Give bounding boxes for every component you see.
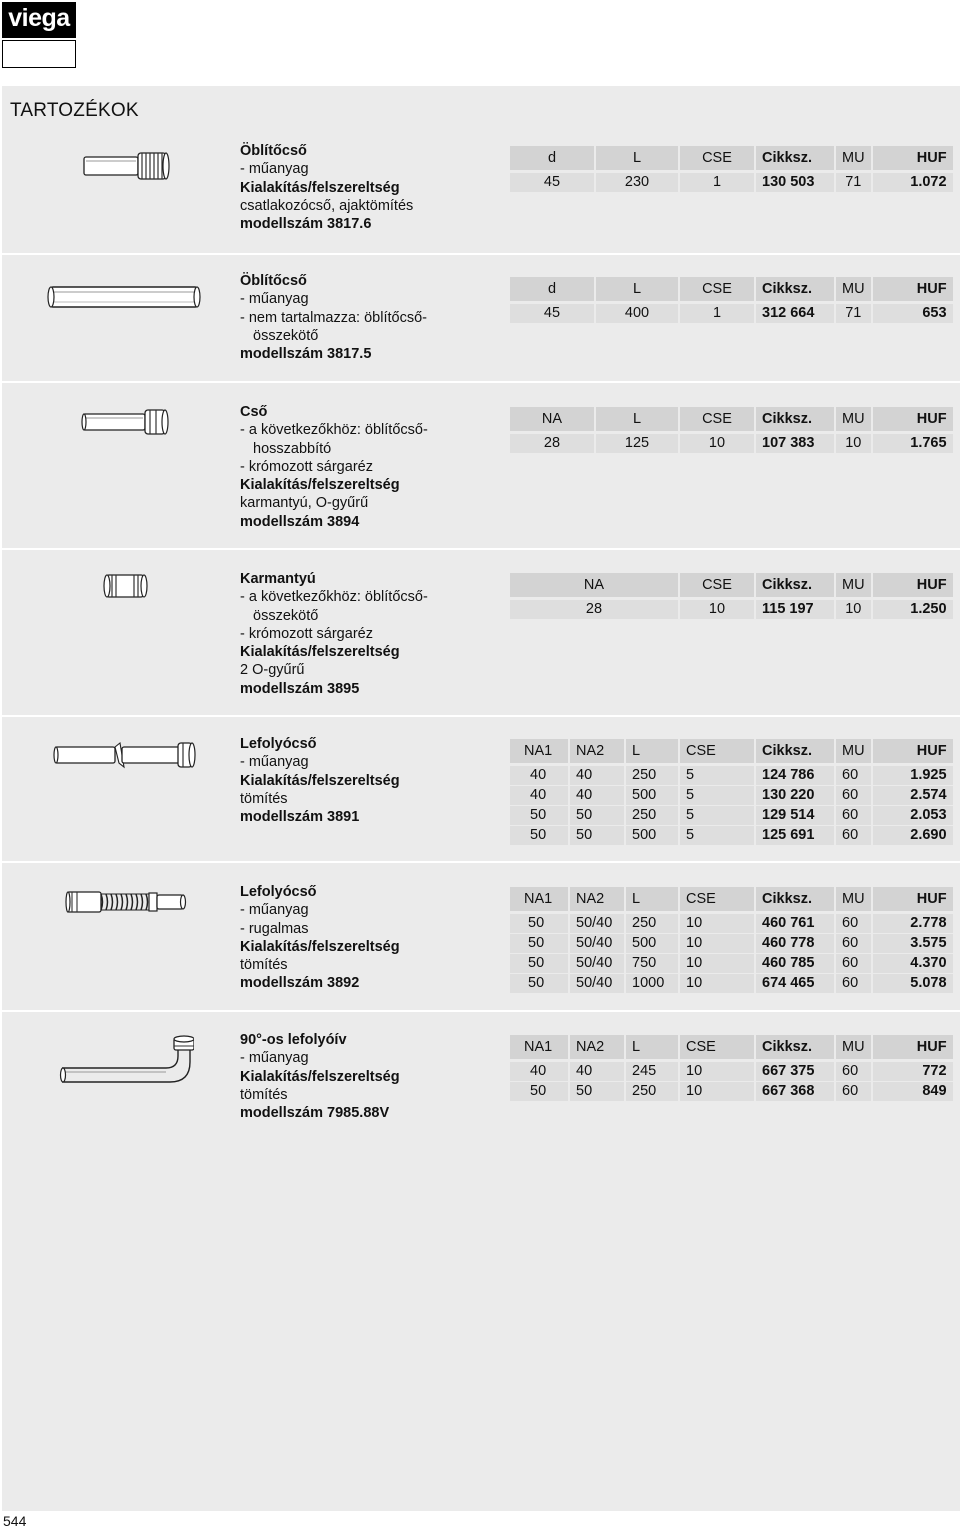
table-cell: 653 [871,304,953,324]
column-header: d [510,146,594,173]
drain-pipe-icon [52,739,197,771]
column-header: Cikksz. [754,573,834,600]
product-3894 [2,381,960,548]
spec-table [510,407,953,454]
product-3817-6 [2,136,960,246]
table-cell: 1.925 [871,766,953,786]
column-header: HUF [871,407,953,434]
flexible-drain-pipe-icon [64,885,189,921]
table-cell: 500 [624,934,678,954]
table-row [510,766,953,786]
table-cell: 250 [624,1082,678,1102]
table-cell: 71 [834,173,871,193]
table-cell: 500 [624,786,678,806]
table-cell: 40 [510,786,568,806]
table-cell: 667 368 [754,1082,834,1102]
description-line: Kialakítás/felszereltség [240,1068,400,1085]
column-header: CSE [678,277,754,304]
table-cell: 5 [678,786,754,806]
table-cell: 50 [510,806,568,826]
table-row [510,600,953,620]
table-cell: 245 [624,1062,678,1082]
column-header: CSE [678,1035,754,1062]
spec-table [510,887,953,994]
table-cell: 230 [594,173,678,193]
logo-frame [2,40,76,68]
column-header: Cikksz. [754,887,834,914]
table-cell: 849 [871,1082,953,1102]
description-line: - műanyag [240,161,309,178]
column-header: d [510,277,594,304]
table-cell: 60 [834,974,871,994]
table-cell: 50 [510,826,568,846]
table-cell: 772 [871,1062,953,1082]
table-cell: 50/40 [568,954,624,974]
table-cell: 1.250 [871,600,953,620]
table-cell: 10 [678,954,754,974]
description-line: Kialakítás/felszereltség [240,938,400,955]
spec-table [510,739,953,846]
product-name: Cső [240,404,268,420]
table-cell: 50 [568,1082,624,1102]
column-header: CSE [678,573,754,600]
description-line: Kialakítás/felszereltség [240,179,400,196]
table-cell: 50 [510,934,568,954]
column-header: MU [834,1035,871,1062]
column-header: NA [510,407,594,434]
table-row [510,954,953,974]
table-cell: 4.370 [871,954,953,974]
table-cell: 10 [678,974,754,994]
table-row [510,934,953,954]
table-cell: 250 [624,766,678,786]
table-header-row [510,407,953,434]
product-name: Lefolyócső [240,884,317,900]
table-cell: 60 [834,954,871,974]
table-cell: 1 [678,173,754,193]
table-cell: 10 [678,1082,754,1102]
table-cell: 130 503 [754,173,834,193]
model-number: modellszám 3817.5 [240,346,372,363]
table-cell: 250 [624,914,678,934]
table-cell: 312 664 [754,304,834,324]
table-cell: 50 [510,974,568,994]
column-header: HUF [871,887,953,914]
table-row [510,914,953,934]
table-cell: 60 [834,786,871,806]
table-row [510,434,953,454]
table-cell: 667 375 [754,1062,834,1082]
table-cell: 129 514 [754,806,834,826]
model-number: modellszám 7985.88V [240,1105,390,1122]
column-header: L [594,146,678,173]
column-header: Cikksz. [754,277,834,304]
model-number: modellszám 3894 [240,513,360,530]
product-name: Karmantyú [240,571,316,587]
table-cell: 60 [834,934,871,954]
table-header-row [510,887,953,914]
table-row [510,826,953,846]
column-header: MU [834,887,871,914]
table-cell: 460 785 [754,954,834,974]
description-line: - a következőkhöz: öblítőcső- [240,589,428,606]
description-line: 2 O-gyűrű [240,662,305,679]
table-cell: 60 [834,914,871,934]
table-header-row [510,146,953,173]
description-line: - rugalmas [240,920,309,937]
table-cell: 2.690 [871,826,953,846]
table-row [510,806,953,826]
description-line: tömítés [240,957,288,974]
description-line: Kialakítás/felszereltség [240,477,400,494]
column-header: L [594,407,678,434]
model-number: modellszám 3891 [240,809,360,826]
description-line: tömítés [240,790,288,807]
table-cell: 5 [678,766,754,786]
product-description [240,570,428,698]
column-header: HUF [871,573,953,600]
spec-table [510,146,953,193]
table-cell: 60 [834,1082,871,1102]
table-cell: 60 [834,806,871,826]
table-header-row [510,573,953,600]
product-name: Öblítőcső [240,273,307,289]
column-header: NA2 [568,739,624,766]
description-line: Kialakítás/felszereltség [240,644,400,661]
product-3892 [2,861,960,1011]
table-header-row [510,1035,953,1062]
table-cell: 40 [510,1062,568,1082]
chrome-pipe-extension-icon [80,405,170,439]
table-cell: 5 [678,806,754,826]
table-cell: 1.765 [871,434,953,454]
description-line: csatlakozócső, ajaktömítés [240,197,414,214]
table-cell: 10 [678,600,754,620]
description-line: - krómozott sárgaréz [240,625,373,642]
table-header-row [510,739,953,766]
table-cell: 2.778 [871,914,953,934]
table-cell: 10 [678,434,754,454]
column-header: Cikksz. [754,407,834,434]
table-cell: 10 [678,934,754,954]
table-cell: 400 [594,304,678,324]
description-line: összekötő [253,327,319,344]
description-line: - műanyag [240,291,309,308]
description-line: - nem tartalmazza: öblítőcső- [240,309,427,326]
table-cell: 40 [510,766,568,786]
table-cell: 10 [678,914,754,934]
product-3895 [2,548,960,715]
table-cell: 60 [834,826,871,846]
description-line: - műanyag [240,902,309,919]
table-cell: 107 383 [754,434,834,454]
table-row [510,1062,953,1082]
model-number: modellszám 3817.6 [240,216,372,233]
product-description [240,403,428,531]
table-row [510,786,953,806]
column-header: Cikksz. [754,739,834,766]
page-number: 544 [3,1513,27,1529]
spec-table [510,573,953,620]
table-cell: 50 [510,914,568,934]
table-cell: 250 [624,806,678,826]
table-row [510,173,953,193]
section-title: TARTOZÉKOK [10,100,139,121]
column-header: MU [834,739,871,766]
column-header: MU [834,407,871,434]
flush-pipe-with-seal-icon [82,148,172,184]
table-cell: 60 [834,1062,871,1082]
column-header: NA1 [510,887,568,914]
table-cell: 460 761 [754,914,834,934]
table-cell: 125 691 [754,826,834,846]
product-description [240,142,413,233]
table-cell: 2.053 [871,806,953,826]
table-cell: 10 [834,600,871,620]
model-number: modellszám 3892 [240,975,360,992]
table-cell: 28 [510,600,678,620]
column-header: Cikksz. [754,146,834,173]
table-cell: 1 [678,304,754,324]
table-cell: 50 [510,1082,568,1102]
table-cell: 1.072 [871,173,953,193]
column-header: HUF [871,739,953,766]
table-cell: 45 [510,173,594,193]
column-header: CSE [678,407,754,434]
table-cell: 40 [568,786,624,806]
table-cell: 500 [624,826,678,846]
table-cell: 45 [510,304,594,324]
table-cell: 50 [510,954,568,974]
table-header-row [510,277,953,304]
column-header: HUF [871,277,953,304]
table-cell: 1000 [624,974,678,994]
viega-logo: viega [2,2,76,38]
table-cell: 40 [568,1062,624,1082]
description-line: összekötő [253,607,319,624]
column-header: Cikksz. [754,1035,834,1062]
table-cell: 40 [568,766,624,786]
table-row [510,304,953,324]
column-header: NA2 [568,887,624,914]
table-cell: 5 [678,826,754,846]
column-header: HUF [871,146,953,173]
column-header: CSE [678,739,754,766]
table-cell: 750 [624,954,678,974]
product-3891 [2,715,960,860]
product-description [240,1031,400,1122]
table-row [510,974,953,994]
product-7985-88v [2,1010,960,1140]
column-header: NA [510,573,678,600]
table-cell: 60 [834,766,871,786]
column-header: NA1 [510,1035,568,1062]
spec-table [510,1035,953,1102]
model-number: modellszám 3895 [240,680,360,697]
table-cell: 71 [834,304,871,324]
column-header: HUF [871,1035,953,1062]
table-cell: 50/40 [568,914,624,934]
description-line: - műanyag [240,1050,309,1067]
table-row [510,1082,953,1102]
description-line: - műanyag [240,754,309,771]
column-header: L [624,1035,678,1062]
table-cell: 674 465 [754,974,834,994]
column-header: NA2 [568,1035,624,1062]
sleeve-coupling-icon [102,570,150,602]
column-header: L [594,277,678,304]
table-cell: 50/40 [568,974,624,994]
column-header: CSE [678,887,754,914]
table-cell: 28 [510,434,594,454]
description-line: - krómozott sárgaréz [240,458,373,475]
product-description [240,883,400,993]
product-name: Lefolyócső [240,736,317,752]
description-line: karmantyú, O-gyűrű [240,495,369,512]
table-cell: 50 [568,806,624,826]
table-cell: 2.574 [871,786,953,806]
table-cell: 125 [594,434,678,454]
column-header: MU [834,146,871,173]
table-cell: 460 778 [754,934,834,954]
product-description [240,735,400,826]
table-cell: 3.575 [871,934,953,954]
column-header: L [624,887,678,914]
table-cell: 115 197 [754,600,834,620]
table-cell: 5.078 [871,974,953,994]
product-description [240,272,427,363]
column-header: NA1 [510,739,568,766]
flush-pipe-long-icon [46,281,204,313]
product-name: Öblítőcső [240,143,307,159]
column-header: L [624,739,678,766]
table-cell: 10 [678,1062,754,1082]
table-cell: 50/40 [568,934,624,954]
description-line: hosszabbító [253,440,332,457]
column-header: MU [834,277,871,304]
spec-table [510,277,953,324]
description-line: - a következőkhöz: öblítőcső- [240,422,428,439]
elbow-drain-bend-icon [58,1034,194,1086]
column-header: MU [834,573,871,600]
table-cell: 50 [568,826,624,846]
column-header: CSE [678,146,754,173]
product-name: 90°-os lefolyóív [240,1032,347,1048]
description-line: tömítés [240,1086,288,1103]
table-cell: 130 220 [754,786,834,806]
description-line: Kialakítás/felszereltség [240,772,400,789]
product-3817-5 [2,253,960,381]
table-cell: 10 [834,434,871,454]
table-cell: 124 786 [754,766,834,786]
